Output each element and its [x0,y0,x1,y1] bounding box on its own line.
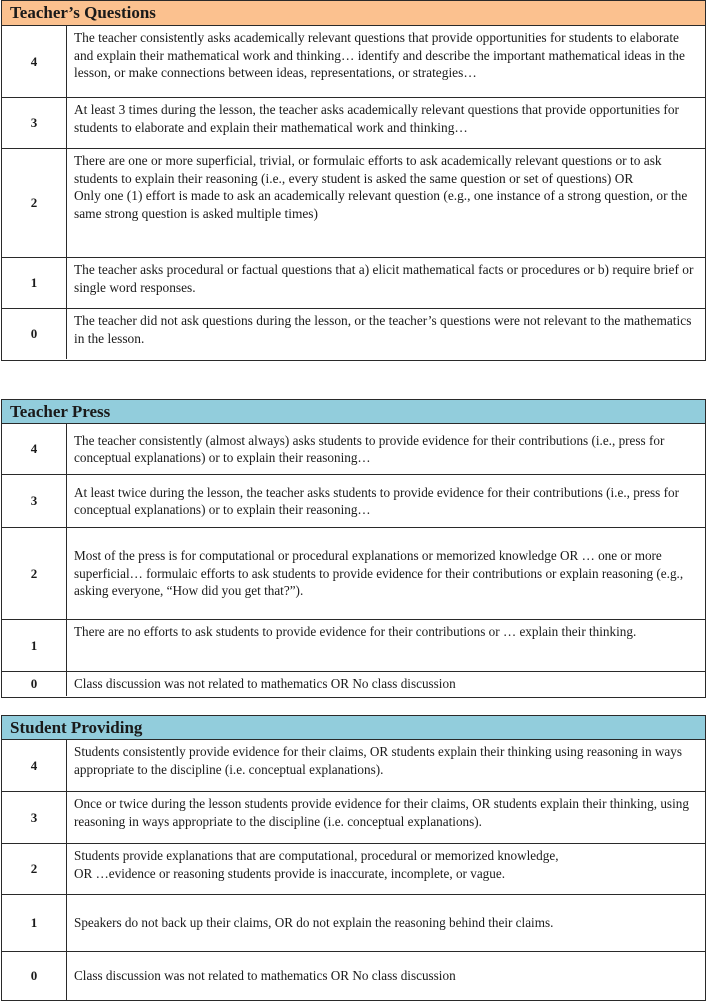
table-title: Student Providing [2,716,705,740]
score-cell: 1 [2,258,67,308]
score-cell: 0 [2,952,67,1000]
table-row [2,620,705,672]
description-cell: Once or twice during the lesson students provide evidence for their claims, OR students explain their thinking, using reasoning in ways appropriate to the discipline (i.e. conceptual explanations). [74,796,689,829]
table-row [2,792,705,844]
description-cell: The teacher consistently (almost always) asks students to provide evidence for their contributions (i.e., press for conceptual explanations) or to explain their reasoning… [74,432,665,465]
table-title: Teacher’s Questions [2,1,705,26]
description-cell: Class discussion was not related to mathematics OR No class discussion [74,676,456,692]
description-cell: Students consistently provide evidence for their claims, OR students explain their thinking using reasoning in ways appropriate to the discipline (i.e. conceptual explanations). [74,744,682,777]
table-row [2,528,705,620]
teacher-press-table [1,399,706,698]
score-cell: 2 [2,528,67,619]
description-cell: The teacher consistently asks academically relevant questions that provide opportunities for students to elaborate and explain their mathematical work and thinking… identify and describe the important mathematical ideas in the lesson, or make connections between ideas, representations, or strategies… [74,30,685,80]
student-providing-table [1,715,706,1001]
table-row [2,844,705,895]
teacher-questions-table [1,0,706,361]
description-cell: There are one or more superficial, trivial, or formulaic efforts to ask academically relevant questions or to ask students to explain their reasoning (i.e., every student is asked the same question or set of questions) OR Only one (1) effort is made to ask an academically relevant question (e.g., one instance of a strong question, or the same strong question is asked multiple times) [74,153,688,221]
description-cell: Class discussion was not related to mathematics OR No class discussion [74,968,456,984]
description-cell: At least 3 times during the lesson, the teacher asks academically relevant questions that provide opportunities for students to elaborate and explain their mathematical work and thinking… [74,102,680,135]
score-cell: 0 [2,672,67,696]
description-cell: Speakers do not back up their claims, OR do not explain the reasoning behind their claims. [74,915,554,931]
score-cell: 0 [2,309,67,359]
score-cell: 2 [2,149,67,257]
description-cell: Students provide explanations that are computational, procedural or memorized knowledge, OR …evidence or reasoning students provide is inaccurate, incomplete, or vague. [74,848,559,881]
description-cell: There are no efforts to ask students to provide evidence for their contributions or … explain their thinking. [74,624,637,639]
score-cell: 3 [2,98,67,148]
description-cell: At least twice during the lesson, the teacher asks students to provide evidence for their contributions (i.e., press for conceptual explanations) or to explain their reasoning… [74,484,679,517]
score-cell: 1 [2,895,67,951]
table-row [2,309,705,359]
score-cell: 4 [2,740,67,791]
table-row [2,672,705,696]
table-row [2,98,705,149]
table-row [2,424,705,475]
table-row [2,475,705,528]
table-row [2,149,705,258]
description-cell: The teacher did not ask questions during the lesson, or the teacher’s questions were not relevant to the mathematics in the lesson. [74,313,692,346]
score-cell: 4 [2,424,67,474]
score-cell: 3 [2,792,67,843]
description-cell: The teacher asks procedural or factual questions that a) elicit mathematical facts or procedures or b) require brief or single word responses. [74,262,694,295]
table-title: Teacher Press [2,400,705,424]
table-row [2,26,705,98]
table-row [2,740,705,792]
score-cell: 2 [2,844,67,894]
table-row [2,952,705,1000]
table-row [2,895,705,952]
score-cell: 3 [2,475,67,527]
score-cell: 4 [2,26,67,97]
description-cell: Most of the press is for computational or procedural explanations or memorized knowledge OR … one or more superficial… formulaic efforts to ask students to provide evidence for their contributions or explain reasoning (e.g., asking everyone, “How did you get that?”). [74,548,684,599]
table-row [2,258,705,309]
score-cell: 1 [2,620,67,671]
